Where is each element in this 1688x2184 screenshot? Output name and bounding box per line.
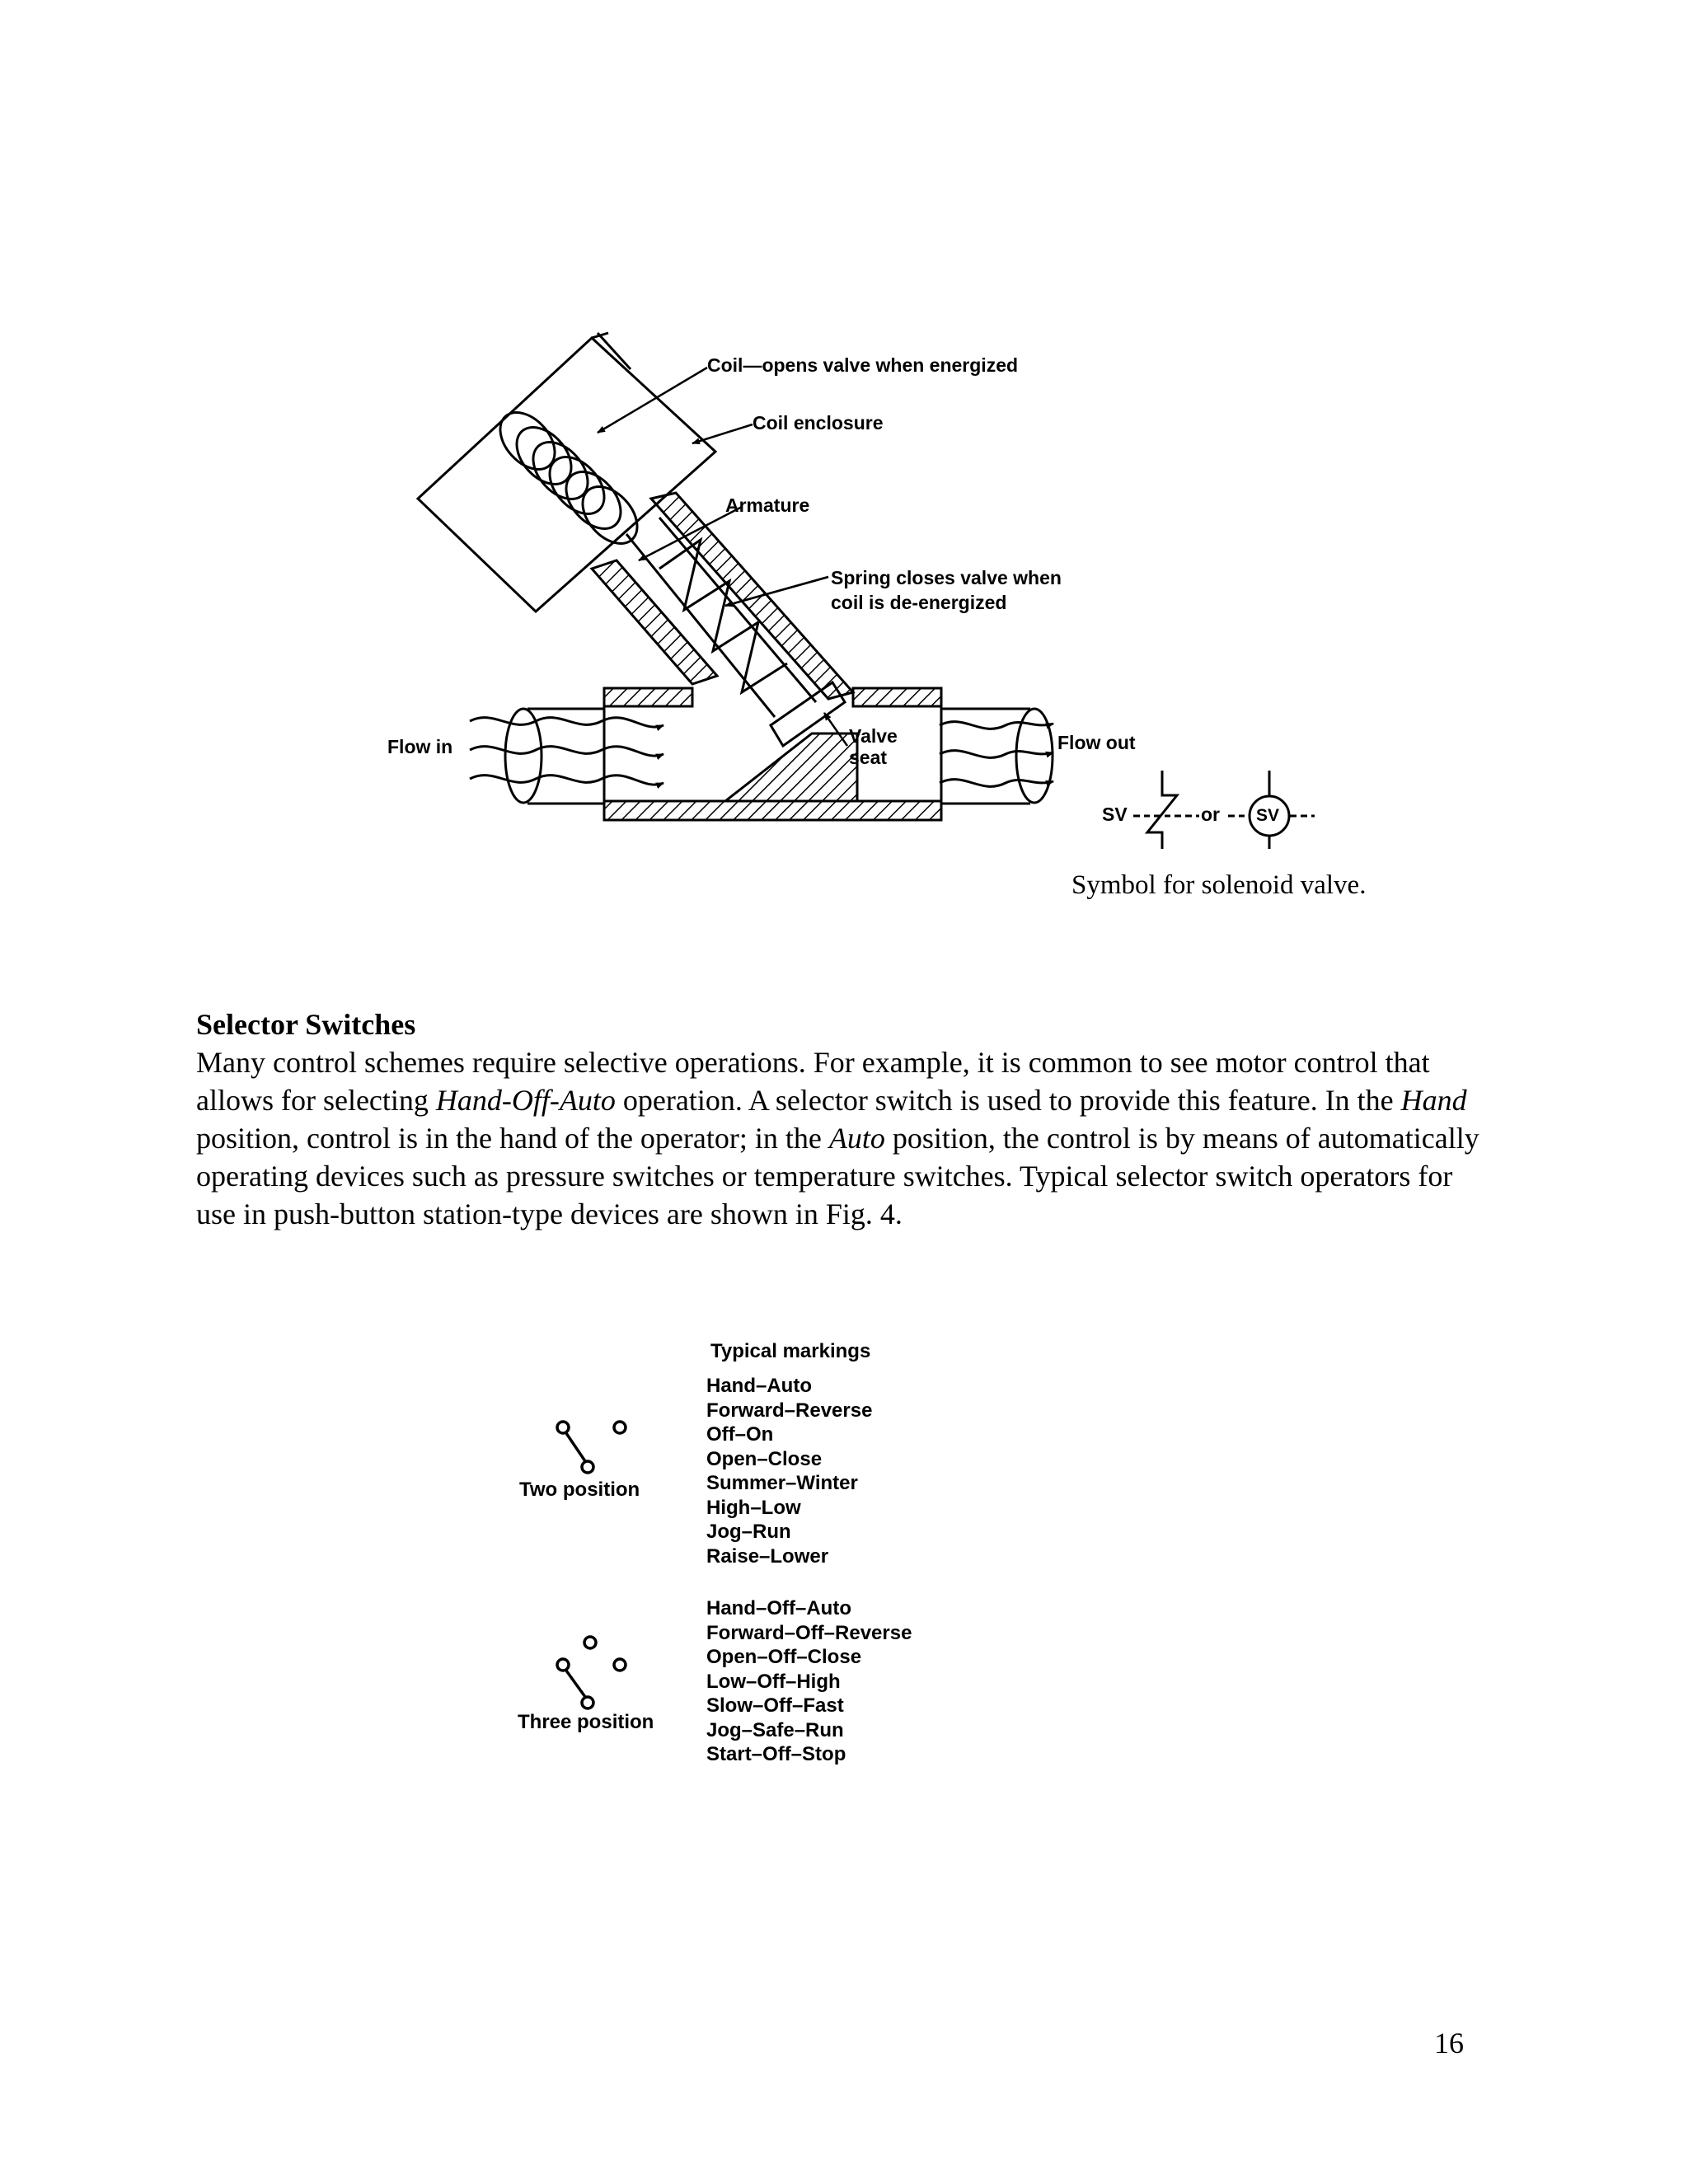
- section-heading: Selector Switches: [196, 1008, 416, 1041]
- marking-item: Forward–Reverse: [706, 1399, 873, 1422]
- paragraph-text: position, the control is by means of automatically operating devices such as pressure switches or temperature switches. Typical selector switch operators for use in push-button station-type devices are shown in Fig. 4.: [196, 1122, 1479, 1230]
- three-position-label: Three position: [518, 1711, 654, 1733]
- marking-item: Jog–Safe–Run: [706, 1718, 844, 1741]
- marking-item: Hand–Auto: [706, 1375, 812, 1397]
- label-sv-prefix: SV: [1102, 804, 1128, 825]
- label-flow-out: Flow out: [1057, 732, 1136, 753]
- label-coil: Coil—opens valve when energized: [707, 354, 1019, 376]
- page-number: 16: [1434, 2027, 1464, 2060]
- three-position-markings: [706, 1596, 912, 1767]
- two-position-label: Two position: [519, 1479, 640, 1501]
- term-auto: Auto: [828, 1122, 885, 1155]
- paragraph-text: operation. A selector switch is used to provide this feature. In the: [615, 1084, 1401, 1117]
- figure-caption: Symbol for solenoid valve.: [1071, 870, 1367, 900]
- paragraph-text: position, control is in the hand of the operator; in the: [196, 1122, 829, 1155]
- marking-item: Low–Off–High: [706, 1670, 841, 1693]
- valve-body-top-wall: [604, 688, 692, 706]
- two-position-markings: [706, 1374, 872, 1568]
- label-flow-in: Flow in: [387, 736, 453, 757]
- sv-symbol: [1133, 771, 1315, 849]
- term-hand: Hand: [1400, 1084, 1467, 1117]
- valve-body-top-wall-right: [853, 688, 941, 706]
- marking-item: Open–Off–Close: [706, 1646, 862, 1668]
- marking-item: Raise–Lower: [706, 1544, 829, 1568]
- label-valve-seat-2: seat: [849, 747, 888, 768]
- label-spring-2: coil is de-energized: [831, 592, 1007, 613]
- label-sv-or: or: [1201, 804, 1220, 825]
- valve-body-bottom-wall: [604, 801, 941, 820]
- flow-out-arrows: [940, 722, 1053, 787]
- flow-in-arrows: [470, 718, 663, 785]
- marking-item: Start–Off–Stop: [706, 1743, 846, 1765]
- marking-item: Hand–Off–Auto: [706, 1597, 851, 1619]
- section-paragraph: [196, 1043, 1490, 1233]
- marking-item: Jog–Run: [706, 1521, 791, 1543]
- marking-item: Slow–Off–Fast: [706, 1694, 844, 1717]
- marking-item: Open–Close: [706, 1447, 823, 1470]
- label-coil-enclosure: Coil enclosure: [753, 412, 884, 434]
- typical-markings-header: Typical markings: [710, 1340, 871, 1362]
- term-hand-off-auto: Hand-Off-Auto: [435, 1084, 616, 1117]
- label-sv-circle: SV: [1256, 806, 1280, 825]
- label-spring-1: Spring closes valve when: [831, 567, 1062, 588]
- paragraph-text: Many control schemes require selective operations. For example, it is common to see motor control that allows for selecting: [196, 1046, 1430, 1117]
- marking-item: Forward–Off–Reverse: [706, 1621, 912, 1644]
- marking-item: Off–On: [706, 1423, 774, 1446]
- marking-item: Summer–Winter: [706, 1472, 858, 1494]
- coil-enclosure-box: [418, 338, 715, 612]
- coil-windings: [490, 402, 648, 554]
- label-valve-seat-1: Valve: [849, 725, 898, 747]
- valve-seat-wedge: [725, 733, 857, 801]
- label-armature: Armature: [725, 494, 810, 516]
- marking-item: High–Low: [706, 1496, 801, 1519]
